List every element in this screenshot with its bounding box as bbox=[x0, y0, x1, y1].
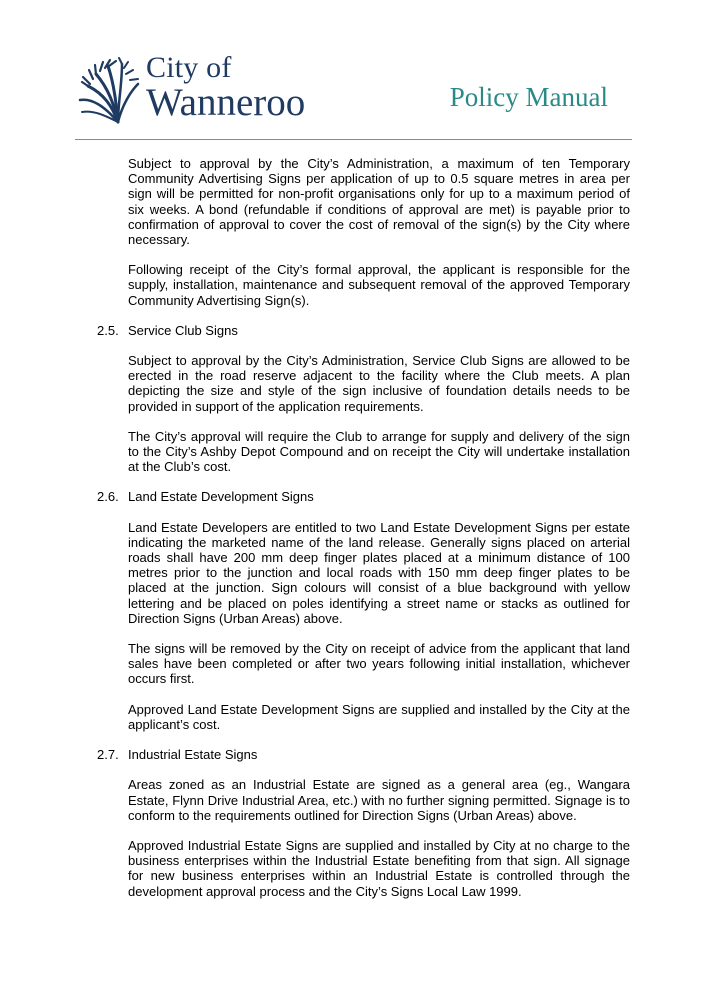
kangaroo-paw-icon bbox=[78, 54, 140, 124]
city-logo bbox=[78, 52, 338, 132]
section-heading-2-5 bbox=[97, 323, 706, 338]
section-paragraph: Approved Land Estate Development Signs are supplied and installed by the City at the applicant’s cost. bbox=[128, 701, 630, 732]
logo-text-city-of: City of bbox=[146, 51, 232, 84]
document-title: Policy Manual bbox=[449, 82, 608, 112]
policy-body bbox=[0, 156, 706, 914]
section-heading-2-7 bbox=[97, 747, 706, 762]
logo-text-wanneroo: Wanneroo bbox=[146, 81, 306, 124]
page-header bbox=[0, 0, 706, 140]
section-paragraph: Approved Industrial Estate Signs are supplied and installed by City at no charge to the business enterprises within the Industrial Estate benefiting from that sign. All signage for new business enterprises within an Industrial Estate is controlled through the development approval process and the City’s Signs Local Law 1999. bbox=[128, 837, 630, 899]
header-divider bbox=[75, 139, 632, 140]
section-title: Land Estate Development Signs bbox=[128, 489, 314, 505]
section-paragraph: The City’s approval will require the Club to arrange for supply and delivery of the sign to the City’s Ashby Depot Compound and on receipt the City will undertake installation at the Club’s cost. bbox=[128, 428, 630, 475]
section-paragraph: Areas zoned as an Industrial Estate are signed as a general area (eg., Wangara Estate, Flynn Drive Industrial Area, etc.) with no further signing permitted. Signage is to conform to the requirements outlined for Direction Signs (Urban Areas) above. bbox=[128, 777, 630, 823]
section-title: Service Club Signs bbox=[128, 322, 238, 338]
intro-paragraph: Following receipt of the City’s formal approval, the applicant is responsible for the supply, installation, maintenance and subsequent removal of the approved Temporary Community Advertising Sign(s). bbox=[128, 262, 630, 308]
intro-paragraph: Subject to approval by the City’s Administration, a maximum of ten Temporary Community Advertising Signs per application of up to 0.5 square metres in area per sign will be permitted for non-profit organisations only for up to a maximum period of six weeks. A bond (refundable if conditions of approval are met) is payable prior to confirmation of approval to cover the cost of removal of the sign(s) by the City where necessary. bbox=[128, 156, 630, 248]
section-paragraph: The signs will be removed by the City on receipt of advice from the applicant that land sales have been completed or after two years following initial installation, whichever occurs first. bbox=[128, 641, 630, 687]
section-number: 2.7. bbox=[97, 747, 119, 763]
section-title: Industrial Estate Signs bbox=[128, 747, 258, 763]
section-heading-2-6 bbox=[97, 489, 706, 504]
section-number: 2.6. bbox=[97, 489, 119, 505]
section-paragraph: Subject to approval by the City’s Administration, Service Club Signs are allowed to be erected in the road reserve adjacent to the facility where the Club meets. A plan depicting the size and style of the sign inclusive of foundation details needs to be provided in support of the application requirements. bbox=[128, 353, 630, 414]
section-paragraph: Land Estate Developers are entitled to two Land Estate Development Signs per estate indicating the marketed name of the land release. Generally signs placed on arterial roads shall have 200 mm deep finger plates placed at a minimum distance of 100 metres prior to the junction and local roads with 150 mm deep finger plates to be placed at the junction. Sign colours will consist of a blue background with yellow lettering and be placed on poles identifying a street name or stacks as outlined for Direction Signs (Urban Areas) above. bbox=[128, 519, 630, 626]
section-number: 2.5. bbox=[97, 322, 119, 338]
